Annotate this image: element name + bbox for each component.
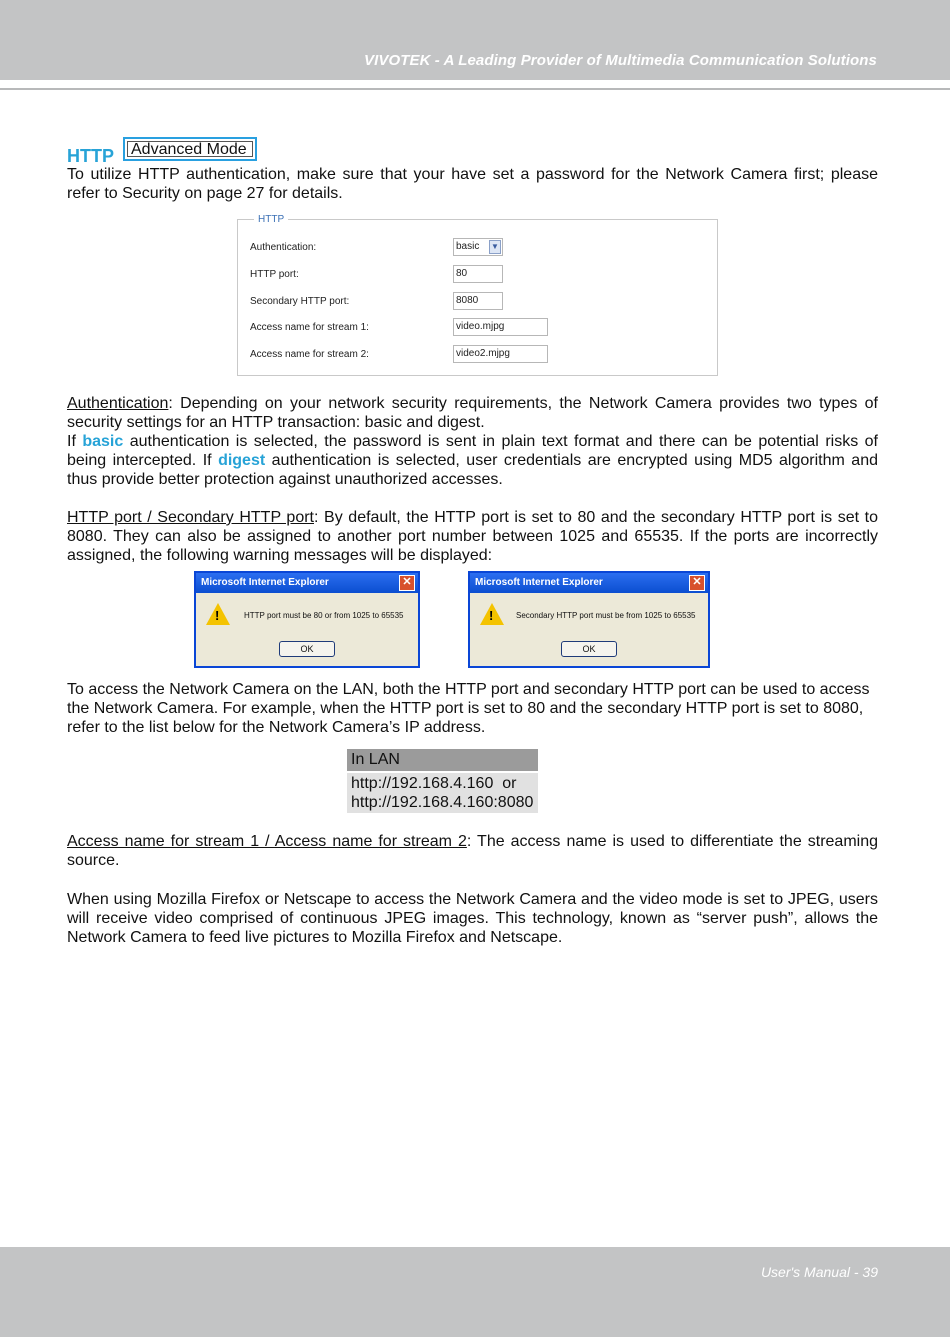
http-panel-legend: HTTP bbox=[254, 214, 288, 225]
header-rule bbox=[0, 88, 950, 90]
lan-table-body bbox=[347, 773, 538, 813]
ports-text: : By default, the HTTP port is set to 80 and the secondary HTTP port is set to 8080. They can also be assigned to another port number between 1025 and 65535. If the ports are incorrectly assigned, the following warning messages will be displayed: bbox=[67, 509, 879, 564]
authentication-paragraph bbox=[67, 394, 878, 489]
authentication-text1: : Depending on your network security requirements, the Network Camera provides two types of security settings for an HTTP transaction: basic and digest. bbox=[67, 395, 878, 431]
lan-url-2: http://192.168.4.160:8080 bbox=[351, 794, 534, 811]
intro-paragraph: To utilize HTTP authentication, make sure that your have set a password for the Network Camera first; please refer to Security on page 27 for details. bbox=[67, 166, 878, 202]
ok-button[interactable]: OK bbox=[279, 641, 335, 657]
stream2-access-input[interactable]: video2.mjpg bbox=[453, 345, 548, 363]
secondary-port-warning-dialog bbox=[468, 571, 710, 668]
stream2-access-label: Access name for stream 2: bbox=[250, 349, 369, 360]
access-name-term: Access name for stream 1 / Access name for stream 2 bbox=[67, 833, 467, 850]
warning-icon: ! bbox=[206, 603, 230, 625]
ports-term: HTTP port / Secondary HTTP port bbox=[67, 509, 314, 526]
dialog-title: Microsoft Internet Explorer bbox=[470, 573, 708, 593]
advanced-mode-label: Advanced Mode bbox=[127, 141, 253, 157]
authentication-value: basic bbox=[456, 241, 480, 252]
firefox-paragraph: When using Mozilla Firefox or Netscape to access the Network Camera and the video mode is set to JPEG, users will receive video comprised of continuous JPEG images. This technology, known as “server push”, allows the Network Camera to feed live pictures to Mozilla Firefox and Netscape. bbox=[67, 891, 878, 946]
lan-table-header: In LAN bbox=[347, 749, 538, 771]
basic-keyword: basic bbox=[82, 433, 124, 450]
stream1-access-input[interactable]: video.mjpg bbox=[453, 318, 548, 336]
close-icon[interactable]: ✕ bbox=[399, 575, 415, 591]
digest-keyword: digest bbox=[218, 452, 266, 469]
header-tagline: VIVOTEK - A Leading Provider of Multimedia Communication Solutions bbox=[363, 52, 877, 69]
http-port-input[interactable]: 80 bbox=[453, 265, 503, 283]
authentication-text2: authentication is selected, the password is sent in plain text format and there can be potential risks of being intercepted. If bbox=[67, 433, 878, 469]
dialog-title: Microsoft Internet Explorer bbox=[196, 573, 418, 593]
secondary-http-port-input[interactable]: 8080 bbox=[453, 292, 503, 310]
lan-paragraph: To access the Network Camera on the LAN, both the HTTP port and secondary HTTP port can be used to access the Network Camera. For example, when the HTTP port is set to 80 and the secondary HTTP port is set to 8080, refer to the list below for the Network Camera’s IP address. bbox=[67, 681, 870, 736]
advanced-mode-badge bbox=[123, 137, 257, 161]
lan-url-1: http://192.168.4.160 or bbox=[351, 775, 517, 792]
secondary-http-port-label: Secondary HTTP port: bbox=[250, 296, 350, 307]
section-title: HTTP bbox=[67, 146, 114, 166]
page-number: User's Manual - 39 bbox=[760, 1264, 878, 1280]
stream1-access-label: Access name for stream 1: bbox=[250, 322, 369, 333]
http-settings-panel bbox=[237, 214, 718, 376]
page-footer bbox=[0, 1247, 950, 1337]
ok-button[interactable]: OK bbox=[561, 641, 617, 657]
warning-icon: ! bbox=[480, 603, 504, 625]
authentication-select[interactable] bbox=[453, 238, 503, 256]
auth-label: Authentication: bbox=[250, 242, 317, 253]
close-icon[interactable]: ✕ bbox=[689, 575, 705, 591]
lan-address-table bbox=[347, 749, 538, 813]
chevron-down-icon[interactable]: ▼ bbox=[489, 240, 501, 254]
http-port-warning-dialog bbox=[194, 571, 420, 668]
dialog-message: Secondary HTTP port must be from 1025 to 65535 bbox=[516, 611, 696, 620]
authentication-term: Authentication bbox=[67, 395, 169, 412]
ports-paragraph bbox=[67, 508, 878, 565]
http-port-label: HTTP port: bbox=[250, 269, 299, 280]
authentication-text3: authentication is selected, user credentials are encrypted using MD5 algorithm and thus provide better protection against unauthorized accesses. bbox=[67, 452, 879, 488]
access-name-text: : The access name is used to differentiate the streaming source. bbox=[67, 833, 878, 869]
authentication-if: If bbox=[67, 433, 83, 450]
access-name-paragraph bbox=[67, 832, 878, 870]
dialog-message: HTTP port must be 80 or from 1025 to 65535 bbox=[244, 611, 404, 620]
